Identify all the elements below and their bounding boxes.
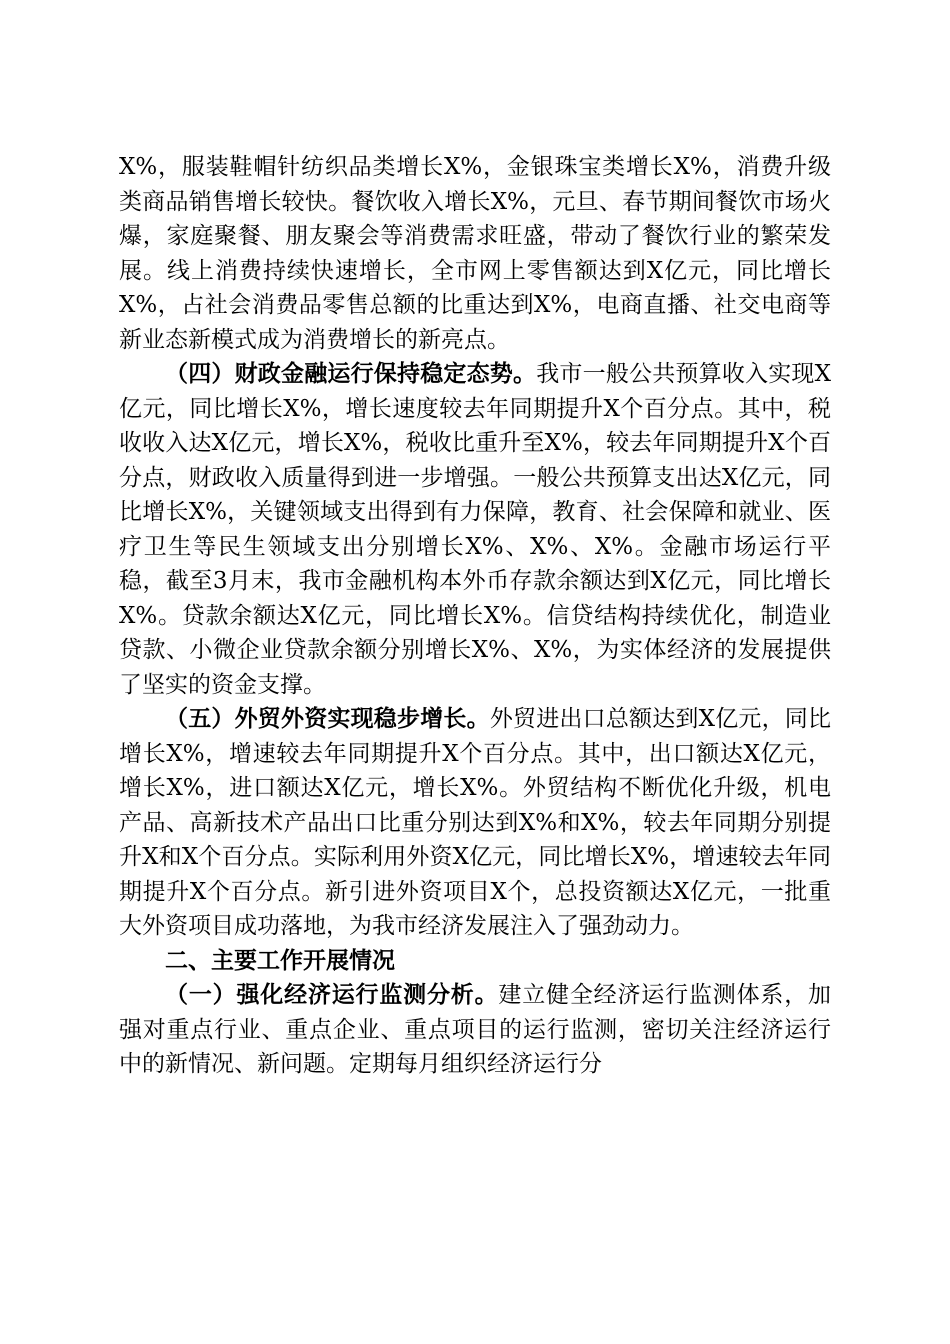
paragraph-foreign-trade	[119, 702, 831, 944]
paragraph-text: 建立健全经济运行监测体系，加强对重点行业、重点企业、重点项目的运行监测，密切关注经济运行中的新情况、新问题。定期每月组织经济运行分	[119, 982, 832, 1077]
paragraph-text: 外贸进出口总额达到X亿元，同比增长X%，增速较去年同期提升X个百分点。其中，出口额达X亿元，增长X%，进口额达X亿元，增长X%。外贸结构不断优化升级，机电产品、高新技术产品出口比重分别达到X%和X%，较去年同期分别提升X和X个百分点。实际利用外资X亿元，同比增长X%，增速较去年同期提升X个百分点。新引进外资项目X个，总投资额达X亿元，一批重大外资项目成功落地，为我市经济发展注入了强劲动力。	[119, 706, 831, 939]
paragraph-lead-heading: （一）强化经济运行监测分析。	[165, 981, 499, 1008]
paragraph-fiscal-finance	[119, 357, 831, 702]
paragraph-lead-heading: （四）财政金融运行保持稳定态势。	[165, 360, 537, 387]
section-heading: 二、主要工作开展情况	[165, 947, 395, 974]
paragraph-text: 我市一般公共预算收入实现X亿元，同比增长X%，增长速度较去年同期提升X个百分点。其中，税收收入达X亿元，增长X%，税收比重升至X%，较去年同期提升X个百分点，财政收入质量得到进一步增强。一般公共预算支出达X亿元，同比增长X%，关键领域支出得到有力保障，教育、社会保障和就业、医疗卫生等民生领域支出分别增长X%、X%、X%。金融市场运行平稳，截至3月末，我市金融机构本外币存款余额达到X亿元，同比增长X%。贷款余额达X亿元，同比增长X%。信贷结构持续优化，制造业贷款、小微企业贷款余额分别增长X%、X%，为实体经济的发展提供了坚实的资金支撑。	[119, 361, 832, 698]
document-page	[119, 150, 831, 1082]
paragraph-lead-heading: （五）外贸外资实现稳步增长。	[165, 705, 490, 732]
paragraph-text: X%，服装鞋帽针纺织品类增长X%，金银珠宝类增长X%，消费升级类商品销售增长较快。餐饮收入增长X%，元旦、春节期间餐饮市场火爆，家庭聚餐、朋友聚会等消费需求旺盛，带动了餐饮行业的繁荣发展。线上消费持续快速增长，全市网上零售额达到X亿元，同比增长X%，占社会消费品零售总额的比重达到X%，电商直播、社交电商等新业态新模式成为消费增长的新亮点。	[119, 154, 831, 353]
paragraph-monitoring	[119, 978, 831, 1082]
paragraph-consumption	[119, 150, 831, 357]
